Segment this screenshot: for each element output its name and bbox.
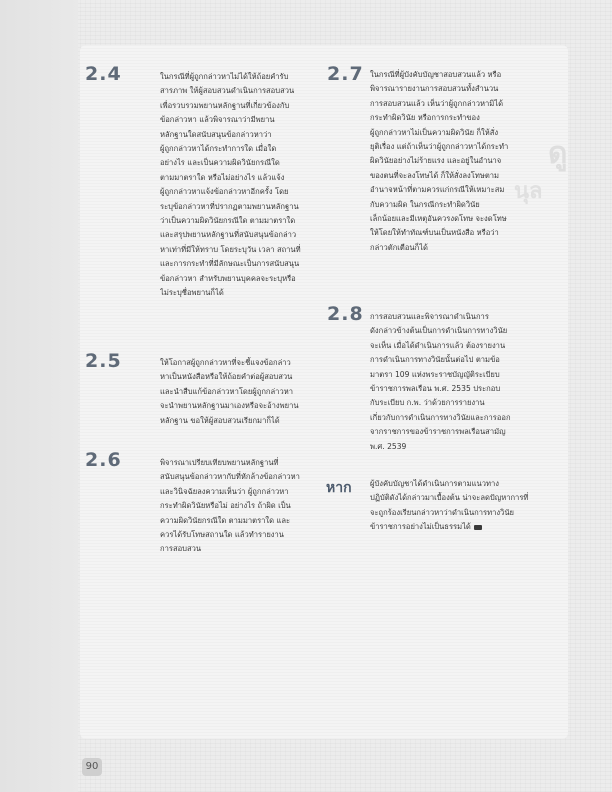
- body-line: จะนำพยานหลักฐานมาเองหรือจะอ้างพยาน: [160, 401, 299, 411]
- body-line: ผู้ถูกกล่าวหาไม่เป็นความผิดวินัย ก็ให้สั่ง: [370, 127, 499, 137]
- body-line: หาเป็นหนังสือหรือให้ถ้อยคำต่อผู้สอบสวน: [160, 372, 293, 382]
- body-line: อย่างไร และเป็นความผิดวินัยกรณีใด: [160, 158, 280, 168]
- body-line: กระทำผิดวินัย หรือการกระทำของ: [370, 113, 480, 123]
- body-line: ดังกล่าวข้างต้นเป็นการดำเนินการทางวินัย: [370, 326, 508, 336]
- section-body: [160, 456, 320, 557]
- body-line: ผู้ถูกกล่าวหาได้กระทำการใด เมื่อใด: [160, 144, 277, 154]
- show-through-text: ดู: [548, 136, 568, 171]
- section-number: 2.7: [327, 63, 364, 85]
- note-line: ปฏิบัติดังได้กล่าวมาเบื้องต้น น่าจะลดปัญหาการที่: [370, 493, 529, 503]
- body-line: ให้โดยให้ทำทัณฑ์บนเป็นหนังสือ หรือว่า: [370, 228, 499, 238]
- body-line: สารภาพ ให้ผู้สอบสวนดำเนินการสอบสวน: [160, 86, 295, 96]
- section-body: [370, 310, 532, 454]
- body-line: ผิดวินัยอย่างไม่ร้ายแรง และอยู่ในอำนาจ: [370, 156, 502, 166]
- body-line: ในกรณีที่ผู้ถูกกล่าวหาไม่ได้ให้ถ้อยคำรับ: [160, 72, 289, 81]
- body-line: ว่าเป็นความผิดวินัยกรณีใด ตามมาตราใด: [160, 216, 296, 226]
- body-line: เพื่อรวบรวมพยานหลักฐานที่เกี่ยวข้องกับ: [160, 100, 290, 110]
- note-lead: หาก: [326, 480, 352, 496]
- section-number: 2.8: [327, 303, 364, 325]
- body-line: ผู้ถูกกล่าวหาแจ้งข้อกล่าวหาอีกครั้ง โดย: [160, 187, 289, 197]
- section-number: 2.5: [85, 350, 122, 372]
- body-line: พิจารณารายงานการสอบสวนทั้งสำนวน: [370, 84, 499, 94]
- body-line: หลักฐาน ขอให้ผู้สอบสวนเรียกมาก็ได้: [160, 415, 280, 425]
- body-line: มาตรา 109 แห่งพระราชบัญญัติระเบียบ: [370, 369, 500, 379]
- body-line: พ.ศ. 2539: [370, 441, 407, 451]
- body-line: จากราชการของข้าราชการพลเรือนสามัญ: [370, 427, 506, 437]
- body-line: ในกรณีที่ผู้บังคับบัญชาสอบสวนแล้ว หรือ: [370, 70, 502, 79]
- body-line: ระบุข้อกล่าวหาที่ปรากฏตามพยานหลักฐาน: [160, 201, 299, 211]
- body-line: หลักฐานใดสนับสนุนข้อกล่าวหาว่า: [160, 129, 272, 139]
- end-mark-icon: [474, 525, 482, 530]
- body-line: กับความผิด ในกรณีกระทำผิดวินัย: [370, 199, 480, 209]
- body-line: และวินิจฉัยลงความเห็นว่า ผู้ถูกกล่าวหา: [160, 486, 289, 496]
- body-line: และการกระทำที่มีลักษณะเป็นการสนับสนุน: [160, 259, 300, 269]
- body-line: การสอบสวนและพิจารณาดำเนินการ: [370, 312, 489, 321]
- note-line: จะถูกร้องเรียนกล่าวหาว่าดำเนินการทางวินัย: [370, 507, 514, 517]
- note-line: ผู้บังคับบัญชาได้ดำเนินการตามแนวทาง: [370, 479, 499, 488]
- body-line: ให้โอกาสผู้ถูกกล่าวหาที่จะชี้แจงข้อกล่าว: [160, 358, 291, 367]
- section-number: 2.6: [85, 449, 122, 471]
- body-line: ยุติเรื่อง แต่ถ้าเห็นว่าผู้ถูกกล่าวหาได้กระทำ: [370, 142, 509, 152]
- body-line: และนำสืบแก้ข้อกล่าวหาโดยผู้ถูกกล่าวหา: [160, 386, 293, 396]
- body-line: ไม่ระบุชื่อพยานก็ได้: [160, 288, 224, 298]
- body-line: พิจารณาเปรียบเทียบพยานหลักฐานที่: [160, 458, 279, 467]
- section-body: [370, 68, 532, 255]
- body-line: กระทำผิดวินัยหรือไม่ อย่างไร ถ้าผิด เป็น: [160, 501, 291, 511]
- body-line: สนับสนุนข้อกล่าวหากับที่หักล้างข้อกล่าวหา: [160, 472, 300, 482]
- body-line: การดำเนินการทางวินัยนั้นต่อไป ตามข้อ: [370, 355, 500, 365]
- note-body: [370, 477, 532, 535]
- body-line: ตามมาตราใด หรือไม่อย่างไร แล้วแจ้ง: [160, 172, 285, 182]
- body-line: ควรได้รับโทษสถานใด แล้วทำรายงาน: [160, 530, 284, 540]
- body-line: ความผิดวินัยกรณีใด ตามมาตราใด และ: [160, 515, 291, 525]
- note-line: ข้าราชการอย่างไม่เป็นธรรมได้: [370, 520, 532, 534]
- body-line: จะเห็น เมื่อได้ดำเนินการแล้ว ต้องรายงาน: [370, 340, 506, 350]
- page-number: 90: [82, 758, 102, 776]
- body-line: เกี่ยวกับการดำเนินการทางวินัยและการออก: [370, 412, 511, 422]
- body-line: กับระเบียบ ก.พ. ว่าด้วยการรายงาน: [370, 398, 485, 408]
- body-line: และสรุปพยานหลักฐานที่สนับสนุนข้อกล่าว: [160, 230, 297, 240]
- body-line: การสอบสวน: [160, 544, 202, 554]
- body-line: หาเท่าที่มีให้ทราบ โดยระบุวัน เวลา สถานที่: [160, 244, 301, 254]
- page-margin: [0, 0, 78, 792]
- body-line: ข้าราชการพลเรือน พ.ศ. 2535 ประกอบ: [370, 384, 501, 394]
- body-line: ข้อกล่าวหา สำหรับพยานบุคคลจะระบุหรือ: [160, 273, 296, 283]
- body-line: เล็กน้อยและมีเหตุอันควรงดโทษ จะงดโทษ: [370, 214, 507, 224]
- body-line: การสอบสวนแล้ว เห็นว่าผู้ถูกกล่าวหามิได้: [370, 98, 504, 108]
- body-line: กล่าวตักเตือนก็ได้: [370, 242, 428, 252]
- section-body: [160, 70, 320, 301]
- body-line: ข้อกล่าวหา แล้วพิจารณาว่ามีพยาน: [160, 115, 275, 125]
- body-line: อำนาจหน้าที่ตามควรแก่กรณีให้เหมาะสม: [370, 185, 505, 195]
- section-number: 2.4: [85, 63, 122, 85]
- section-body: [160, 356, 320, 428]
- body-line: ของตนที่จะลงโทษได้ ก็ให้สั่งลงโทษตาม: [370, 170, 500, 180]
- show-through-text: นุล: [514, 179, 543, 204]
